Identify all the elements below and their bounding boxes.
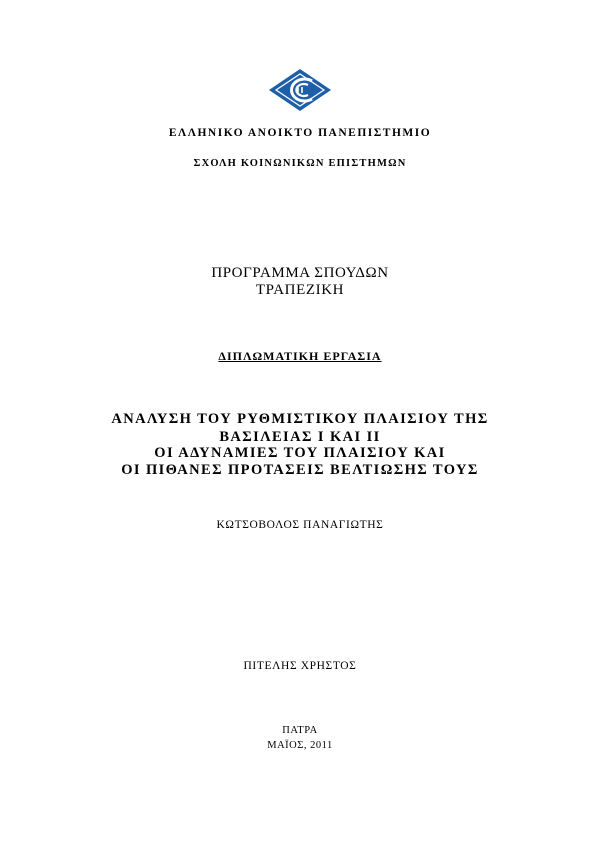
university-name: ΕΛΛΗΝΙΚΟ ΑΝΟΙΚΤΟ ΠΑΝΕΠΙΣΤΗΜΙΟ <box>168 127 432 139</box>
title-line-2: ΒΑΣΙΛΕΙΑΣ Ι ΚΑΙ ΙΙ <box>219 429 381 445</box>
title-line-4: ΟΙ ΠΙΘΑΝΕΣ ΠΡΟΤΑΣΕΙΣ ΒΕΛΤΙΩΣΗΣ ΤΟΥΣ <box>121 462 479 478</box>
title-line-3: ΟΙ ΑΔΥΝΑΜΙΕΣ ΤΟΥ ΠΛΑΙΣΙΟΥ ΚΑΙ <box>154 445 446 461</box>
school-name: ΣΧΟΛΗ ΚΟΙΝΩΝΙΚΩΝ ΕΠΙΣΤΗΜΩΝ <box>193 158 407 169</box>
program-track: ΤΡΑΠΕΖΙΚΗ <box>255 282 345 298</box>
thesis-label <box>0 350 600 362</box>
city: ΠΑΤΡΑ <box>282 725 318 736</box>
thesis-label-text: ΔΙΠΛΩΜΑΤΙΚΗ ΕΡΓΑΣΙΑ <box>218 349 382 363</box>
program-label: ΠΡΟΓΡΑΜΜΑ ΣΠΟΥΔΩΝ <box>211 265 389 281</box>
date: ΜΑΪΟΣ, 2011 <box>267 740 333 751</box>
supervisor-name: ΠΙΤΕΛΗΣ ΧΡΗΣΤΟΣ <box>243 660 357 672</box>
university-logo-icon <box>268 68 332 112</box>
title-line-1: ΑΝΑΛΥΣΗ ΤΟΥ ΡΥΘΜΙΣΤΙΚΟΥ ΠΛΑΙΣΙΟΥ ΤΗΣ <box>111 411 489 427</box>
author-name: ΚΩΤΣΟΒΟΛΟΣ ΠΑΝΑΓΙΩΤΗΣ <box>216 519 384 531</box>
